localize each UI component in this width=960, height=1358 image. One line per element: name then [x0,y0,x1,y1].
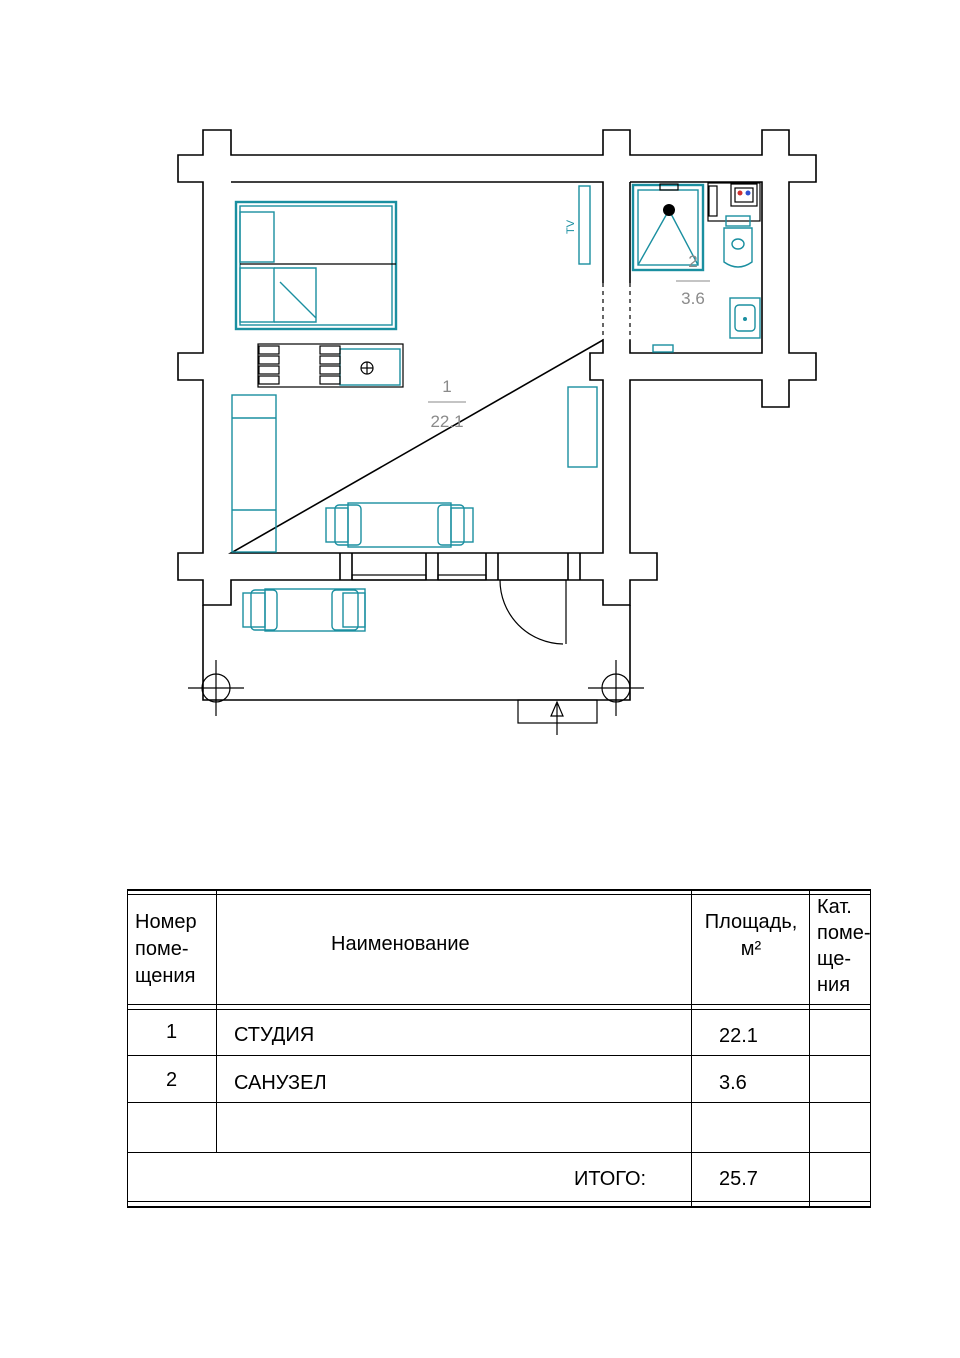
studio-walls [231,182,603,553]
header-name: Наименование [331,933,470,955]
room-1-area: 22.1 [430,412,464,431]
bed [236,202,396,329]
room-2-number: 2 [688,252,698,271]
row-2-name: САНУЗЕЛ [234,1072,327,1094]
room-label-1 [428,377,466,431]
front-wall-logs [340,553,580,580]
room-label-2 [676,252,710,308]
tv [579,186,590,264]
room-2-area: 3.6 [681,289,705,308]
terrace-table [243,589,365,631]
washbasin [730,298,760,338]
vent [653,345,673,352]
header-number-line-3: щения [135,965,196,987]
dining-table [326,503,473,547]
header-area-line-1: Площадь, [704,911,798,933]
header-category [817,894,871,998]
total-label: ИТОГО: [574,1168,647,1190]
header-area [693,909,809,963]
row-2-number: 2 [165,1069,178,1091]
row-1-number: 1 [165,1021,178,1043]
header-number-line-1: Номер [135,911,197,933]
header-number [135,909,215,990]
sofa [232,395,276,552]
header-category-line-2: поме- [817,922,871,944]
total-value: 25.7 [719,1168,758,1190]
header-category-line-3: ще- [817,948,852,970]
header-category-line-1: Кат. [817,896,852,918]
row-1-name: СТУДИЯ [234,1024,315,1046]
row-2-area: 3.6 [719,1072,747,1094]
row-1-area: 22.1 [719,1025,758,1047]
kitchen-counter [258,344,403,387]
header-area-line-2: м² [740,938,762,960]
header-number-line-2: поме- [135,938,189,960]
column-marker-left [188,660,244,716]
toilet [724,216,752,267]
tv-label: TV [565,219,577,234]
header-category-line-4: ния [817,974,851,996]
room-1-number: 1 [442,377,452,396]
entrance-arrow [551,702,563,735]
cabinet [568,387,597,467]
room-schedule-table [127,889,871,1208]
door-swing [500,580,566,644]
